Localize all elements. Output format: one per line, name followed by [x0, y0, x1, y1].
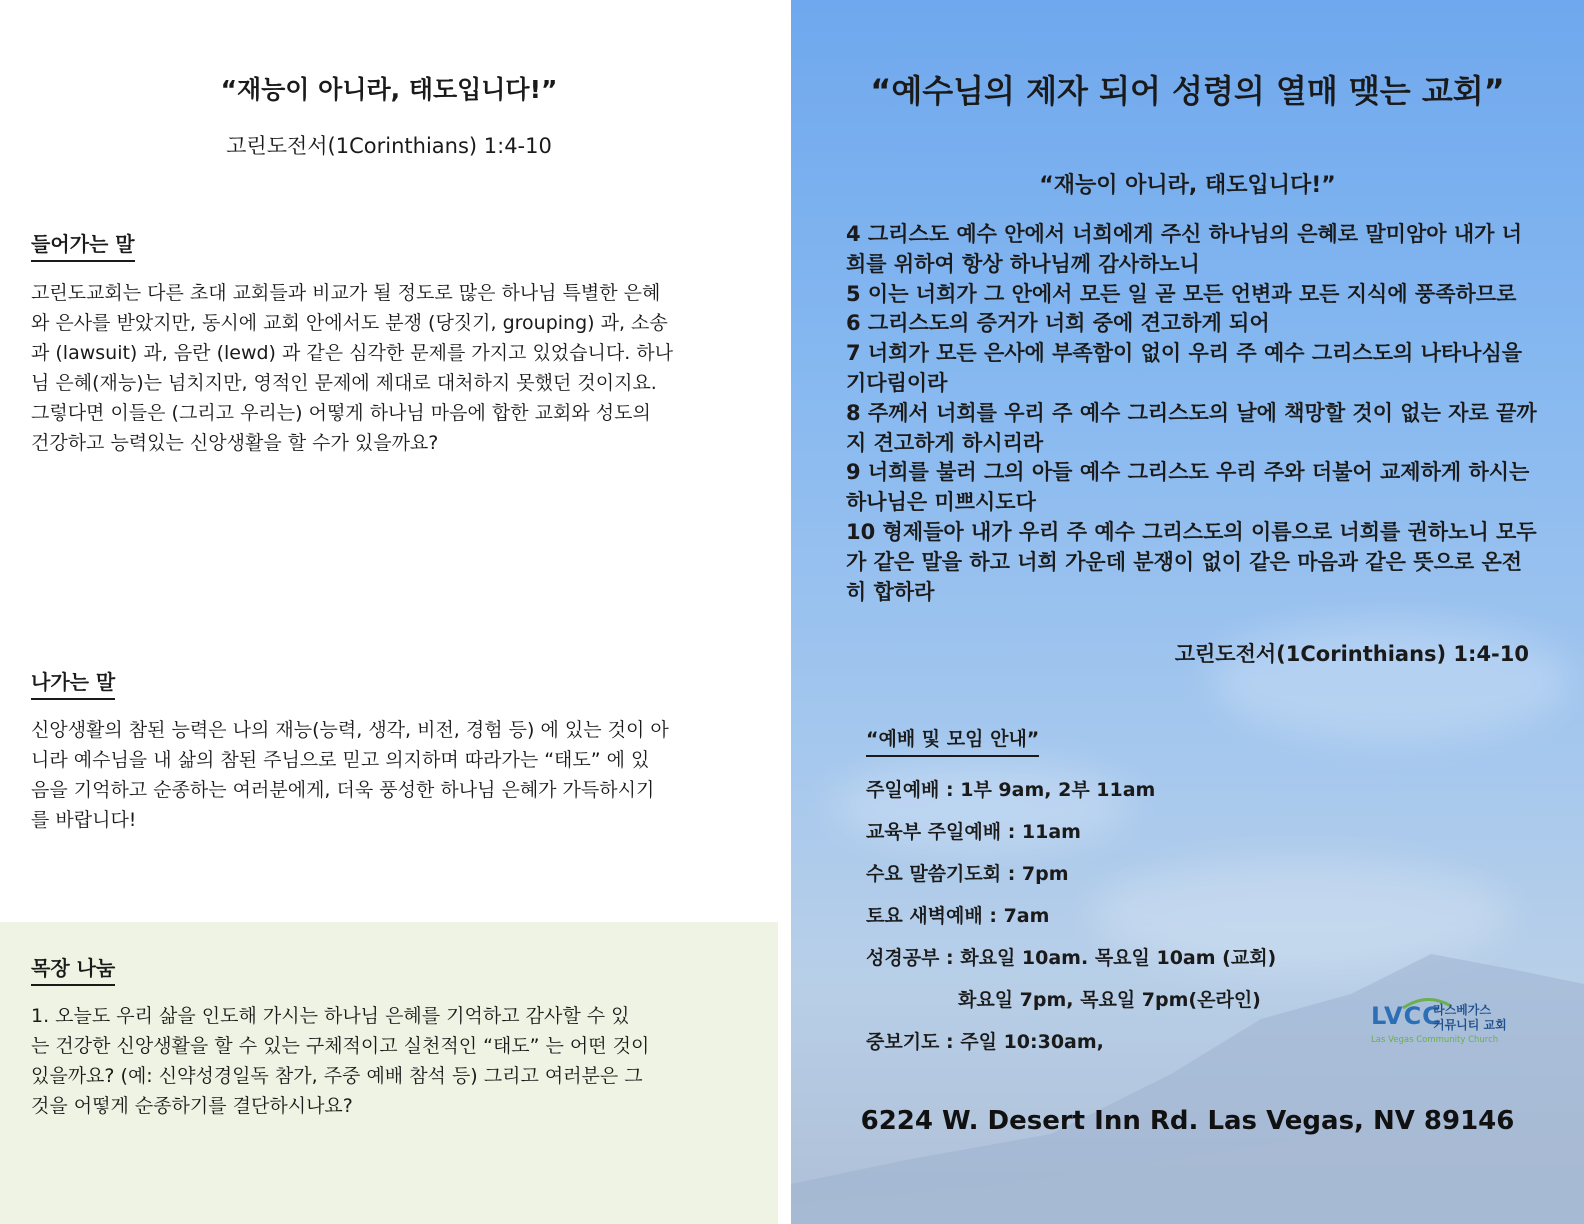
verse-line: 8 주께서 너희를 우리 주 예수 그리스도의 날에 책망할 것이 없는 자로 끝까	[846, 400, 1537, 425]
verse-line: 4 그리스도 예수 안에서 너희에게 주신 하나님의 은혜로 말미암아 내가 너	[846, 222, 1523, 246]
church-logo	[1371, 1002, 1531, 1050]
intro-line: 님 은혜(재능)는 넘치지만, 영적인 문제에 제대로 대처하지 못했던 것이지요.	[31, 372, 657, 394]
church-address: 6224 W. Desert Inn Rd. Las Vegas, NV 89146	[860, 1106, 1515, 1136]
verse-line: 희를 위하여 항상 하나님께 감사하노니	[846, 251, 1200, 276]
logo-korean-name	[1433, 1003, 1507, 1033]
verse-line: 7 너희가 모든 은사에 부족함이 없이 우리 주 예수 그리스도의 나타나심을	[846, 341, 1523, 366]
verse-line: 지 견고하게 하시리라	[846, 430, 1044, 455]
intro-line: 그렇다면 이들은 (그리고 우리는) 어떻게 하나님 마음에 합한 교회와 성도의	[31, 402, 651, 424]
service-item: 중보기도 : 주일 10:30am,	[866, 1031, 1104, 1053]
outro-body	[31, 715, 751, 835]
service-item: 교육부 주일예배 : 11am	[866, 821, 1081, 843]
sermon-subtitle: “재능이 아니라, 태도입니다!”	[1039, 173, 1336, 198]
outro-heading: 나가는 말	[31, 666, 115, 700]
verse-line: 하나님은 미쁘시도다	[846, 490, 1036, 515]
verse-line: 10 형제들아 내가 우리 주 예수 그리스도의 이름으로 너희를 권하노니 모두	[846, 519, 1537, 544]
verse-line: 히 합하라	[846, 579, 935, 604]
outro-line: 신앙생활의 참된 능력은 나의 재능(능력, 생각, 비전, 경험 등) 에 있는 것이 아	[31, 719, 669, 741]
logo-mark: LVCC	[1371, 1002, 1441, 1030]
service-item: 토요 새벽예배 : 7am	[866, 905, 1050, 927]
sharing-heading: 목장 나눔	[31, 952, 115, 986]
sharing-line: 것을 어떻게 순종하기를 결단하시나요?	[31, 1095, 353, 1117]
intro-heading: 들어가는 말	[31, 228, 135, 262]
verse-line: 5 이는 너희가 그 안에서 모든 일 곧 모든 언변과 모든 지식에 풍족하므로	[846, 281, 1517, 306]
sharing-line: 1. 오늘도 우리 삶을 인도해 가시는 하나님 은혜를 기억하고 감사할 수 있	[31, 1005, 630, 1027]
service-item: 성경공부 : 화요일 10am. 목요일 10am (교회)	[866, 947, 1277, 969]
logo-korean-line: 라스베가스	[1433, 1003, 1491, 1017]
left-panel	[0, 0, 778, 1224]
verse-line: 6 그리스도의 증거가 너희 중에 견고하게 되어	[846, 311, 1270, 336]
intro-line: 고린도교회는 다른 초대 교회들과 비교가 될 정도로 많은 하나님 특별한 은혜	[31, 282, 661, 304]
outro-line: 니라 예수님을 내 삶의 참된 주님으로 믿고 의지하며 따라가는 “태도” 에 있	[31, 749, 650, 771]
intro-line: 건강하고 능력있는 신앙생활을 할 수가 있을까요?	[31, 432, 439, 454]
right-panel	[791, 0, 1584, 1224]
intro-body	[31, 278, 751, 458]
service-item: 화요일 7pm, 목요일 7pm(온라인)	[958, 989, 1261, 1011]
services-heading: “예배 및 모임 안내”	[866, 724, 1039, 757]
intro-line: 와 은사를 받았지만, 동시에 교회 안에서도 분쟁 (당짓기, grouping) 과, 소송	[31, 312, 668, 334]
passage-reference: 고린도전서(1Corinthians) 1:4-10	[1174, 642, 1529, 666]
verse-line: 가 같은 말을 하고 너희 가운데 분쟁이 없이 같은 마음과 같은 뜻으로 온전	[846, 549, 1523, 574]
scripture-passage	[846, 220, 1546, 607]
church-motto: “예수님의 제자 되어 성령의 열매 맺는 교회”	[870, 72, 1505, 110]
sermon-title: “재능이 아니라, 태도입니다!”	[220, 75, 558, 104]
outro-line: 음을 기억하고 순종하는 여러분에게, 더욱 풍성한 하나님 은혜가 가득하시기	[31, 779, 655, 801]
outro-line: 를 바랍니다!	[31, 809, 137, 831]
service-item: 수요 말씀기도회 : 7pm	[866, 863, 1069, 885]
service-item: 주일예배 : 1부 9am, 2부 11am	[866, 779, 1156, 801]
verse-line: 기다림이라	[846, 370, 948, 395]
logo-korean-line: 커뮤니티 교회	[1433, 1018, 1507, 1032]
sharing-line: 있을까요? (예: 신약성경일독 참가, 주중 예배 참석 등) 그리고 여러분은 그	[31, 1065, 643, 1087]
sharing-body	[31, 1001, 751, 1121]
services-list	[866, 775, 1276, 1069]
verse-line: 9 너희를 불러 그의 아들 예수 그리스도 우리 주와 더불어 교제하게 하시는	[846, 460, 1530, 485]
intro-line: 과 (lawsuit) 과, 음란 (lewd) 과 같은 심각한 문제를 가지고 있었습니다. 하나	[31, 342, 674, 364]
scripture-reference: 고린도전서(1Corinthians) 1:4-10	[226, 134, 552, 158]
sharing-line: 는 건강한 신앙생활을 할 수 있는 구체적이고 실천적인 “태도” 는 어떤 것이	[31, 1035, 650, 1057]
logo-english-name: Las Vegas Community Church	[1371, 1035, 1499, 1045]
